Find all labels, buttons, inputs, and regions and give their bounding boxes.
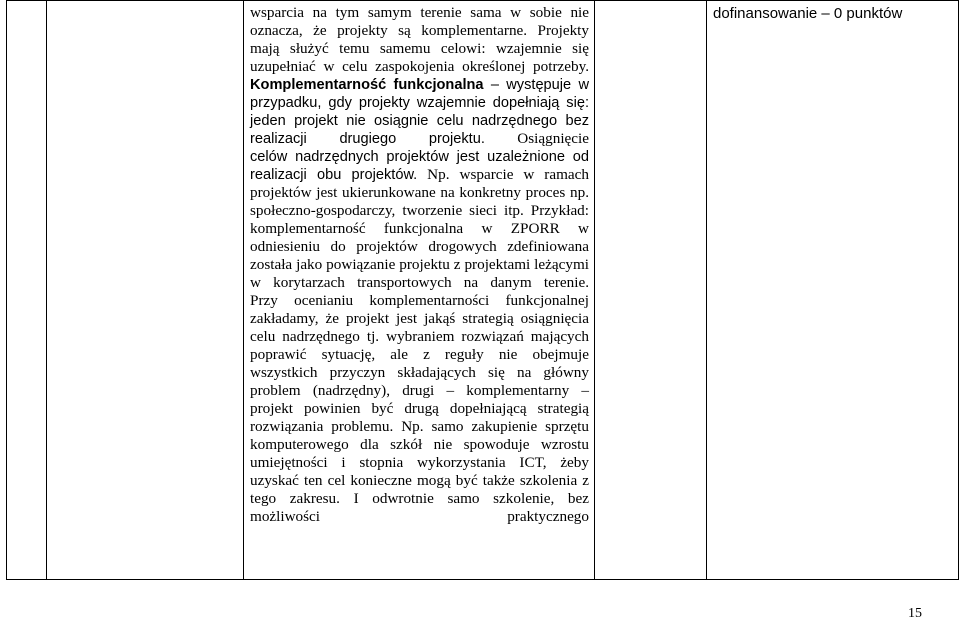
paragraph-1: wsparcia na tym samym terenie sama w sobie nie oznacza, że projekty są komplementarne. Projekty mają służyć temu samemu celowi: wzajemnie się uzupełniać w celu zaspokojenia określonej potrzeby.: [250, 4, 589, 75]
paragraph-2: [250, 76, 589, 148]
paragraph-2-serif: Osiągnięcie: [484, 130, 589, 147]
cell-criterion-name: [47, 1, 244, 580]
term-functional-complementarity: Komplementarność funkcjonalna: [250, 77, 484, 93]
cell-criterion-description: [244, 1, 595, 580]
cell-number: [7, 1, 47, 580]
cell-blank: [595, 1, 707, 580]
paragraph-3-sans: celów nadrzędnych projektów jest uzależnione od realizacji obu projektów.: [250, 149, 589, 183]
cell-scoring: [707, 1, 959, 580]
table-row: [7, 1, 959, 580]
criteria-table: [6, 0, 959, 580]
funding-score-text: dofinansowanie – 0 punktów: [713, 5, 903, 22]
description-text: [250, 4, 589, 526]
paragraph-2-text: – występuje w przypadku, gdy projekty wzajemnie dopełniają się: jeden projekt nie osiągnie celu nadrzędnego bez realizacji drugiego projektu.: [250, 77, 589, 147]
paragraph-3: [250, 148, 589, 292]
paragraph-3-serif: Np. wsparcie w ramach projektów jest ukierunkowane na konkretny proces np. społeczno-gospodarczy, tworzenie sieci itp. Przykład: komplementarność funkcjonalna w ZPORR w odniesieniu do projektów drogowych zdefiniowana została jako powiązanie projektu z projektami leżącymi w korytarzach transportowych na danym terenie.: [250, 166, 589, 291]
paragraph-4: Przy ocenianiu komplementarności funkcjonalnej zakładamy, że projekt jest jakąś strategią osiągnięcia celu nadrzędnego tj. wybraniem rozwiązań mających poprawić sytuację, ale z reguły nie obejmuje wszystkich przyczyn składających się na główny problem (nadrzędny), drugi – komplementarny – projekt powinien być drugą dopełniającą strategią rozwiązania problemu. Np. samo zakupienie sprzętu komputerowego dla szkół nie spowoduje wzrostu umiejętności i stopnia wykorzystania ICT, żeby uzyskać ten cel konieczne mogą być także szkolenia z tego zakresu. I odwrotnie samo szkolenie, bez możliwości praktycznego: [250, 292, 589, 525]
page-number: 15: [908, 606, 922, 621]
